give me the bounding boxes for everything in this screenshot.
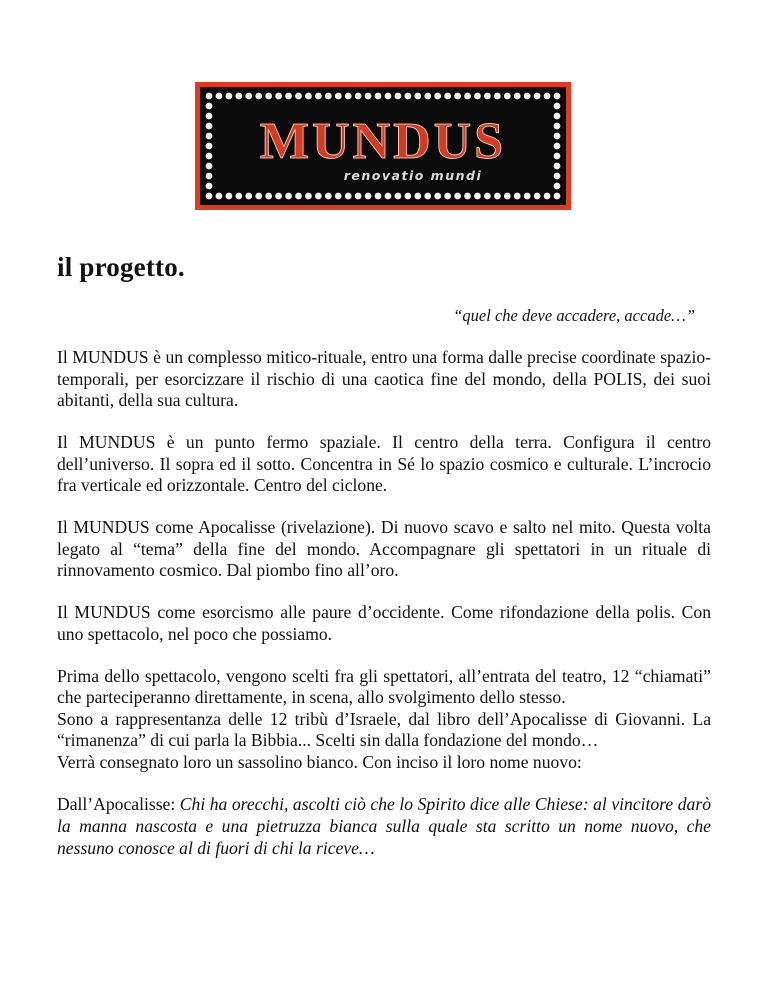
marquee-bulb bbox=[345, 193, 352, 200]
marquee-bulb bbox=[206, 183, 213, 190]
marquee-bulb bbox=[206, 173, 213, 180]
marquee-bulb bbox=[206, 193, 213, 200]
marquee-bulb bbox=[255, 93, 262, 100]
citation-text: Chi ha orecchi, ascolti ciò che lo Spirito dice alle Chiese: al vincitore darò la manna nascosta e una pietruzza bianca sulla quale sta scritto un nome nuovo, che nessuno conosce al di fuori di chi la riceve… bbox=[57, 794, 711, 858]
marquee-bulb bbox=[504, 193, 511, 200]
marquee-bulb bbox=[206, 143, 213, 150]
marquee-bulb bbox=[464, 193, 471, 200]
marquee-bulb bbox=[225, 93, 232, 100]
marquee-bulb bbox=[404, 93, 411, 100]
marquee-bulb bbox=[365, 193, 372, 200]
marquee-bulb bbox=[245, 93, 252, 100]
marquee-bulb bbox=[404, 193, 411, 200]
marquee-bulb bbox=[524, 93, 531, 100]
marquee-bulb bbox=[554, 183, 561, 190]
marquee-bulb bbox=[424, 93, 431, 100]
marquee-bulb bbox=[414, 93, 421, 100]
marquee-bulb bbox=[335, 193, 342, 200]
marquee-bulb bbox=[514, 93, 521, 100]
marquee-sign bbox=[195, 82, 571, 210]
marquee-bulb bbox=[255, 193, 262, 200]
marquee-bulb bbox=[225, 193, 232, 200]
marquee-bulb bbox=[554, 103, 561, 110]
marquee-bulb bbox=[206, 93, 213, 100]
marquee-bulb bbox=[494, 93, 501, 100]
marquee-bulb bbox=[385, 193, 392, 200]
marquee-bulb bbox=[454, 193, 461, 200]
marquee-bulb bbox=[315, 193, 322, 200]
marquee-bulb bbox=[216, 93, 223, 100]
marquee-bulb bbox=[365, 93, 372, 100]
marquee-bulb bbox=[534, 93, 541, 100]
marquee-bulb bbox=[335, 93, 342, 100]
marquee-bulb bbox=[275, 93, 282, 100]
paragraph-6: Sono a rappresentanza delle 12 tribù d’Israele, dal libro dell’Apocalisse di Giovanni. La “rimanenza” di cui parla la Bibbia... Scelti sin dalla fondazione del mondo… bbox=[57, 708, 711, 750]
marquee-bulb bbox=[434, 93, 441, 100]
marquee-bulb bbox=[206, 103, 213, 110]
marquee-bulb bbox=[206, 153, 213, 160]
citation-source: Dall’Apocalisse: bbox=[57, 794, 176, 814]
marquee-bulb bbox=[245, 193, 252, 200]
marquee-bulb bbox=[395, 93, 402, 100]
marquee-bulb bbox=[554, 93, 561, 100]
marquee-bulb bbox=[385, 93, 392, 100]
marquee-bulb bbox=[494, 193, 501, 200]
marquee-bulb bbox=[544, 193, 551, 200]
marquee-bulb bbox=[444, 93, 451, 100]
marquee-bulb bbox=[375, 93, 382, 100]
marquee-bulb bbox=[295, 193, 302, 200]
marquee-bulb bbox=[554, 193, 561, 200]
epigraph-quote: “quel che deve accadere, accade…” bbox=[453, 306, 695, 325]
marquee-bulb bbox=[464, 93, 471, 100]
paragraph-7: Verrà consegnato loro un sassolino bianco. Con inciso il loro nome nuovo: bbox=[57, 751, 582, 772]
marquee-bulb bbox=[454, 93, 461, 100]
marquee-bulb bbox=[544, 93, 551, 100]
paragraph-5: Prima dello spettacolo, vengono scelti fra gli spettatori, all’entrata del teatro, 12 “chiamati” che parteciperanno direttamente, in scena, allo svolgimento dello stesso. bbox=[57, 665, 711, 707]
marquee-bulb bbox=[325, 93, 332, 100]
marquee-bulb bbox=[484, 193, 491, 200]
paragraph-4: Il MUNDUS come esorcismo alle paure d’occidente. Come rifondazione della polis. Con uno spettacolo, nel poco che possiamo. bbox=[57, 602, 711, 644]
marquee-bulb bbox=[305, 93, 312, 100]
logo-subtitle: renovatio mundi bbox=[343, 168, 483, 183]
marquee-bulb bbox=[265, 193, 272, 200]
marquee-bulb bbox=[235, 93, 242, 100]
marquee-bulb bbox=[265, 93, 272, 100]
marquee-bulb bbox=[554, 163, 561, 170]
marquee-bulb bbox=[554, 173, 561, 180]
marquee-bulb bbox=[484, 93, 491, 100]
marquee-bulb bbox=[554, 113, 561, 120]
paragraph-1: Il MUNDUS è un complesso mitico-rituale, entro una forma dalle precise coordinate spazio-temporali, per esorcizzare il rischio di una caotica fine del mondo, della POLIS, dei suoi abitanti, della sua cultura. bbox=[57, 347, 711, 410]
marquee-bulb bbox=[554, 153, 561, 160]
marquee-bulb bbox=[206, 133, 213, 140]
marquee-bulb bbox=[305, 193, 312, 200]
marquee-bulb bbox=[424, 193, 431, 200]
marquee-bulb bbox=[355, 193, 362, 200]
marquee-bulb bbox=[554, 123, 561, 130]
marquee-bulb bbox=[285, 93, 292, 100]
marquee-bulb bbox=[474, 193, 481, 200]
logo-title: MUNDUS bbox=[259, 113, 507, 170]
marquee-bulb bbox=[285, 193, 292, 200]
marquee-bulb bbox=[534, 193, 541, 200]
apocalypse-citation bbox=[57, 793, 711, 859]
marquee-bulb bbox=[434, 193, 441, 200]
marquee-bulb bbox=[295, 93, 302, 100]
marquee-bulb bbox=[216, 193, 223, 200]
marquee-bulb bbox=[554, 133, 561, 140]
marquee-bulb bbox=[206, 123, 213, 130]
marquee-bulb bbox=[206, 113, 213, 120]
marquee-bulb bbox=[504, 93, 511, 100]
paragraph-2: Il MUNDUS è un punto fermo spaziale. Il centro della terra. Configura il centro dell’universo. Il sopra ed il sotto. Concentra in Sé lo spazio cosmico e culturale. L’incrocio fra verticale ed orizzontale. Centro del ciclone. bbox=[57, 432, 711, 495]
marquee-bulb bbox=[315, 93, 322, 100]
marquee-bulb bbox=[275, 193, 282, 200]
marquee-bulb bbox=[345, 93, 352, 100]
marquee-bulb bbox=[444, 193, 451, 200]
marquee-bulb bbox=[355, 93, 362, 100]
marquee-bulb bbox=[395, 193, 402, 200]
marquee-bulb bbox=[474, 93, 481, 100]
page-title: il progetto. bbox=[57, 252, 185, 282]
marquee-bulb bbox=[514, 193, 521, 200]
marquee-bulb bbox=[206, 163, 213, 170]
marquee-bulb bbox=[414, 193, 421, 200]
marquee-bulb bbox=[524, 193, 531, 200]
document-body bbox=[57, 347, 711, 880]
marquee-bulb bbox=[325, 193, 332, 200]
paragraph-3: Il MUNDUS come Apocalisse (rivelazione). Di nuovo scavo e salto nel mito. Questa volta legato al “tema” della fine del mondo. Accompagnare gli spettatori in un rituale di rinnovamento cosmico. Dal piombo fino all’oro. bbox=[57, 517, 711, 580]
marquee-bulb bbox=[235, 193, 242, 200]
mundus-logo bbox=[195, 82, 571, 210]
marquee-bulb bbox=[554, 143, 561, 150]
marquee-bulb bbox=[375, 193, 382, 200]
